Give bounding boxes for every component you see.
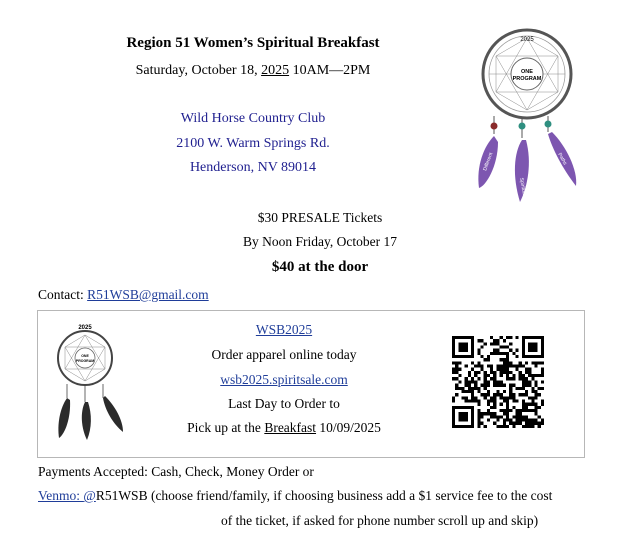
apparel-order-text: Order apparel online today (211, 347, 357, 362)
apparel-code-link[interactable]: WSB2025 (255, 322, 313, 337)
apparel-pickup: Pick up at the Breakfast 10/09/2025 (187, 420, 381, 435)
feather-icon (478, 136, 498, 188)
venmo-line: Venmo: @R51WSB (choose friend/family, if choosing business add a $1 service fee to the cost (38, 488, 553, 503)
bead-icon (545, 121, 552, 128)
logo-small-program-line1: ONE (81, 354, 89, 358)
logo-small-program-line2: PROGRAM (75, 359, 95, 363)
payments-line: Payments Accepted: Cash, Check, Money Order or (38, 464, 314, 479)
feather-label-1: Different (482, 151, 495, 172)
feather-label-2: Spiritual (518, 177, 528, 197)
apparel-pickup-link: Breakfast (264, 420, 317, 435)
logo-year: 2025 (520, 37, 534, 43)
contact-line: Contact: R51WSB@gmail.com (38, 287, 209, 302)
presale-deadline: By Noon Friday, October 17 (243, 234, 397, 249)
bead-icon (491, 123, 498, 130)
feather-label-3: Paths (556, 152, 568, 167)
venue-name: Wild Horse Country Club (180, 111, 326, 126)
event-title: Region 51 Women’s Spiritual Breakfast (126, 35, 380, 51)
feather-icon (515, 140, 529, 202)
venue-street: 2100 W. Warm Springs Rd. (176, 136, 330, 151)
logo-small-year: 2025 (78, 325, 92, 331)
event-date: Saturday, October 18, 2025 10AM—2PM (135, 63, 371, 78)
venmo-note: of the ticket, if asked for phone number scroll up and skip) (221, 513, 539, 528)
event-year: 2025 (261, 63, 290, 78)
qr-code[interactable] (452, 336, 544, 428)
presale-price: $30 PRESALE Tickets (257, 210, 383, 225)
dreamcatcher-logo (462, 26, 592, 212)
apparel-last-day: Last Day to Order to (228, 396, 340, 411)
feather-icon (548, 132, 576, 186)
venue-city: Henderson, NV 89014 (189, 160, 317, 175)
bead-icon (519, 123, 526, 130)
logo-program-line1: ONE (521, 69, 533, 75)
venmo-link[interactable]: Venmo: @ (38, 488, 96, 503)
logo-program-line2: PROGRAM (512, 76, 542, 82)
contact-email-link[interactable]: R51WSB@gmail.com (87, 287, 209, 302)
apparel-site-link[interactable]: wsb2025.spiritsale.com (220, 372, 348, 387)
door-price: $40 at the door (271, 259, 369, 275)
